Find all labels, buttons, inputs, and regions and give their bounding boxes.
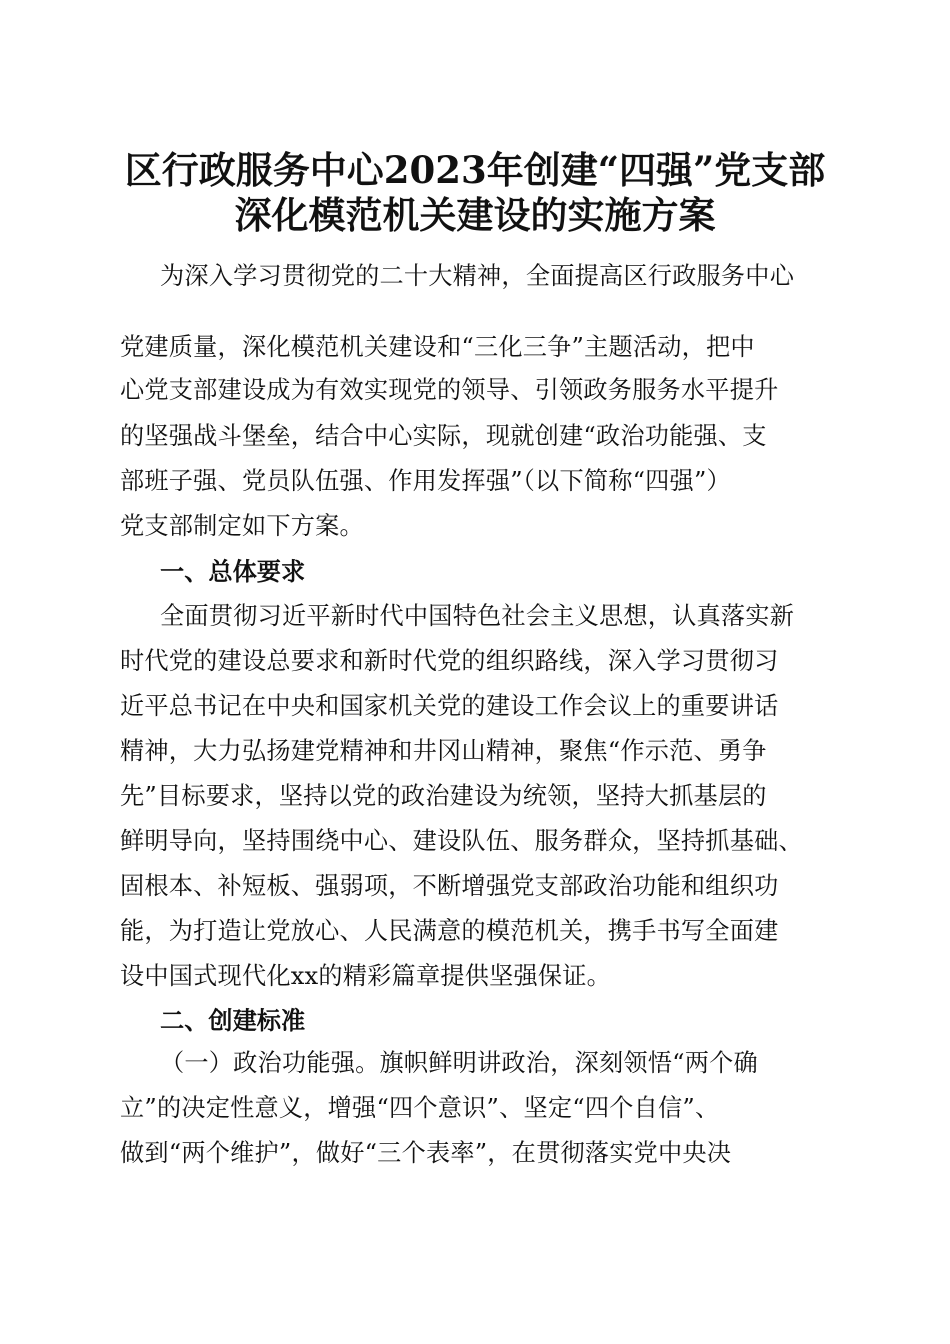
intro-line: 心党支部建设成为有效实现党的领导、引领政务服务水平提升 [120, 376, 779, 404]
intro-line: 党支部制定如下方案。 [120, 512, 364, 540]
section2-line: 做到“两个维护”，做好“三个表率”，在贯彻落实党中央决 [120, 1139, 732, 1167]
document-title-line-2: 深化模范机关建设的实施方案 [234, 193, 716, 237]
section1-line: 鲜明导向，坚持围绕中心、建设队伍、服务群众，坚持抓基础、 [120, 827, 803, 855]
section-heading-general-requirements: 一、总体要求 [160, 558, 306, 586]
section1-line: 能，为打造让党放心、人民满意的模范机关，携手书写全面建 [120, 917, 779, 945]
section2-line: （一）政治功能强。旗帜鲜明讲政治，深刻领悟“两个确 [160, 1049, 758, 1077]
section-heading-creation-standards: 二、创建标准 [160, 1007, 306, 1035]
section1-line: 全面贯彻习近平新时代中国特色社会主义思想，认真落实新 [160, 602, 795, 630]
intro-line: 为深入学习贯彻党的二十大精神，全面提高区行政服务中心 [160, 262, 795, 290]
document-title-line-1: 区行政服务中心2023年创建“四强”党支部 [124, 148, 826, 192]
intro-line: 部班子强、党员队伍强、作用发挥强”（以下简称“四强”） [120, 467, 731, 495]
section1-line: 时代党的建设总要求和新时代党的组织路线，深入学习贯彻习 [120, 647, 779, 675]
section2-line: 立”的决定性意义，增强“四个意识”、坚定“四个自信”、 [120, 1094, 720, 1122]
section1-line: 精神，大力弘扬建党精神和井冈山精神，聚焦“作示范、勇争 [120, 737, 767, 765]
intro-line: 党建质量，深化模范机关建设和“三化三争”主题活动，把中 [120, 333, 755, 361]
section1-line: 先”目标要求，坚持以党的政治建设为统领，坚持大抓基层的 [120, 782, 767, 810]
section1-line: 固根本、补短板、强弱项，不断增强党支部政治功能和组织功 [120, 872, 779, 900]
section1-line: 设中国式现代化xx的精彩篇章提供坚强保证。 [120, 962, 612, 990]
section1-line: 近平总书记在中央和国家机关党的建设工作会议上的重要讲话 [120, 692, 779, 720]
intro-line: 的坚强战斗堡垒，结合中心实际，现就创建“政治功能强、支 [120, 422, 767, 450]
